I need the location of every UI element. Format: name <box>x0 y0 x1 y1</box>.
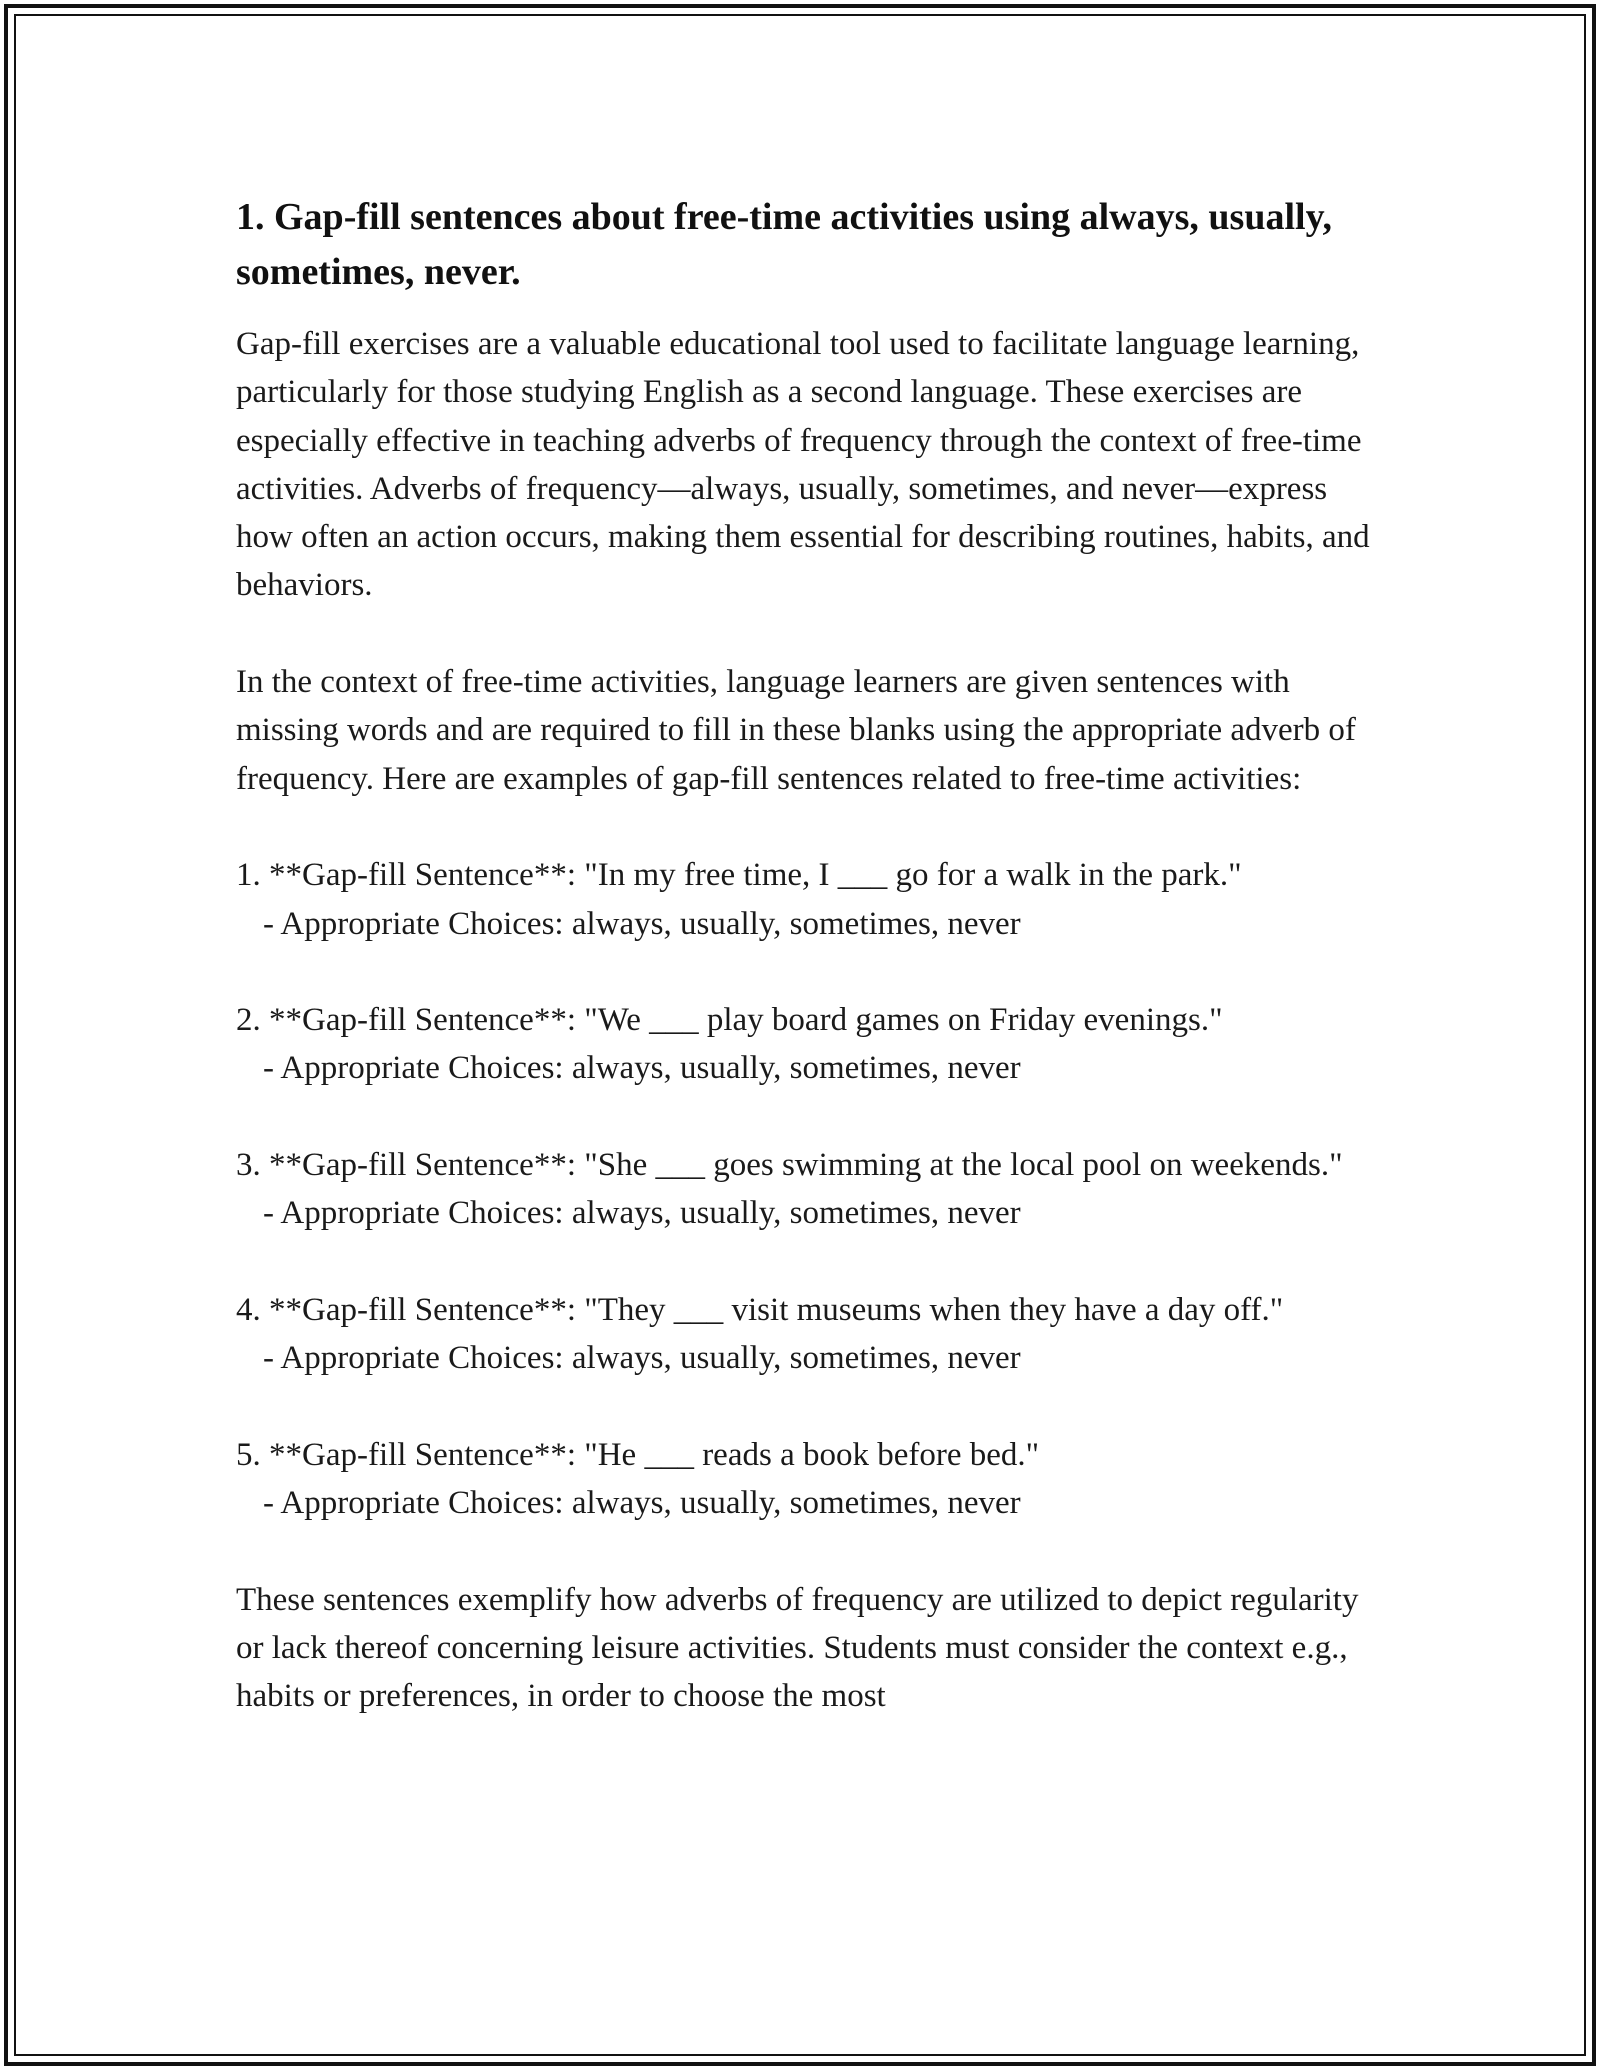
section-heading: 1. Gap-fill sentences about free-time activities using always, usually, sometimes, never. <box>236 196 1332 293</box>
appropriate-choices: - Appropriate Choices: always, usually, sometimes, never <box>263 1340 1021 1377</box>
intro-paragraph-2: In the context of free-time activities, language learners are given sentences with missing words and are required to fill in these blanks using the appropriate adverb of frequency. Here are examples of gap-fill sentences related to free-time activities: <box>236 664 1356 797</box>
gap-fill-sentence: 1. **Gap-fill Sentence**: "In my free time, I ___ go for a walk in the park." <box>236 857 1242 894</box>
document-body <box>236 190 1386 1769</box>
exercise-item <box>236 1141 1386 1238</box>
exercise-item <box>236 1286 1386 1383</box>
gap-fill-sentence: 4. **Gap-fill Sentence**: "They ___ visit museums when they have a day off." <box>236 1291 1284 1328</box>
appropriate-choices: - Appropriate Choices: always, usually, sometimes, never <box>263 1050 1021 1087</box>
appropriate-choices: - Appropriate Choices: always, usually, sometimes, never <box>263 1485 1021 1522</box>
exercise-item <box>236 851 1386 948</box>
appropriate-choices: - Appropriate Choices: always, usually, sometimes, never <box>263 905 1021 942</box>
gap-fill-sentence: 2. **Gap-fill Sentence**: "We ___ play board games on Friday evenings." <box>236 1002 1223 1039</box>
closing-paragraph: These sentences exemplify how adverbs of frequency are utilized to depict regularity or lack thereof concerning leisure activities. Students must consider the context e.g., habits or preferences, in order to choose the most <box>236 1581 1359 1715</box>
gap-fill-sentence: 3. **Gap-fill Sentence**: "She ___ goes swimming at the local pool on weekends." <box>236 1147 1343 1184</box>
exercise-item <box>236 1431 1386 1528</box>
intro-paragraph-1: Gap-fill exercises are a valuable educational tool used to facilitate language learning, particularly for those studying English as a second language. These exercises are especially effective in teaching adverbs of frequency through the context of free-time activities. Adverbs of frequency—always, usually, sometimes, and never—express how often an action occurs, making them essential for describing routines, habits, and behaviors. <box>236 326 1370 604</box>
appropriate-choices: - Appropriate Choices: always, usually, sometimes, never <box>263 1195 1021 1232</box>
exercise-item <box>236 996 1386 1093</box>
gap-fill-sentence: 5. **Gap-fill Sentence**: "He ___ reads a book before bed." <box>236 1436 1040 1473</box>
